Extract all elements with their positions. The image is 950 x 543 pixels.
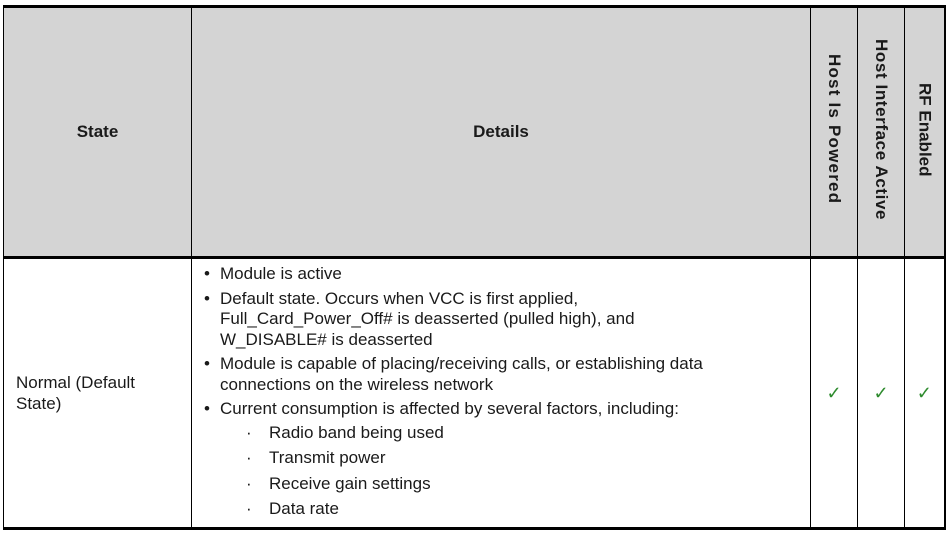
sub-bullet-icon: ·: [246, 499, 252, 518]
header-host-interface-label: Host Interface Active: [872, 38, 891, 221]
list-item: • Current consumption is affected by several factors, including: · Radio band being used · Transmit power · Receive gain settings · Data rate: [202, 399, 802, 519]
header-rf-enabled-label: RF Enabled: [915, 82, 935, 177]
list-item: • Default state. Occurs when VCC is first applied, Full_Card_Power_Off# is deasserted (pulled high), and W_DISABLE# is deasserted: [204, 288, 635, 349]
header-row: [4, 7, 945, 258]
bullet-icon: •: [204, 264, 210, 283]
header-host-powered-label: Host Is Powered: [825, 54, 844, 205]
sub-list-item: · Transmit power: [246, 448, 386, 467]
sub-bullet-icon: ·: [246, 422, 252, 442]
details-cell: [192, 258, 811, 529]
header-state: State: [4, 7, 192, 258]
sub-bullet-icon: ·: [246, 473, 252, 493]
header-host-powered: [811, 7, 858, 258]
header-rf-enabled: [905, 7, 945, 258]
table-row: [4, 258, 945, 529]
power-state-table-container: [3, 5, 944, 535]
sub-bullet-icon: ·: [246, 448, 252, 467]
bullet-icon: •: [204, 288, 210, 308]
sub-list-item: · Receive gain settings: [246, 473, 431, 493]
bullet-icon: •: [204, 354, 210, 373]
state-cell: Normal (Default State): [4, 258, 192, 529]
details-list: [202, 264, 802, 519]
header-host-interface: [858, 7, 905, 258]
factors-list: [220, 422, 802, 520]
sub-list-item: · Radio band being used: [246, 422, 444, 442]
host-interface-check-icon: ✓: [858, 258, 905, 529]
list-item: • Module is capable of placing/receiving calls, or establishing data connections on the wireless network: [204, 354, 703, 394]
sub-list-item: · Data rate: [246, 499, 339, 518]
bullet-icon: •: [204, 399, 210, 418]
power-state-table: [3, 5, 946, 530]
header-details: Details: [192, 7, 811, 258]
host-powered-check-icon: ✓: [811, 258, 858, 529]
rf-enabled-check-icon: ✓: [905, 258, 945, 529]
list-item: • Module is active: [204, 264, 342, 283]
